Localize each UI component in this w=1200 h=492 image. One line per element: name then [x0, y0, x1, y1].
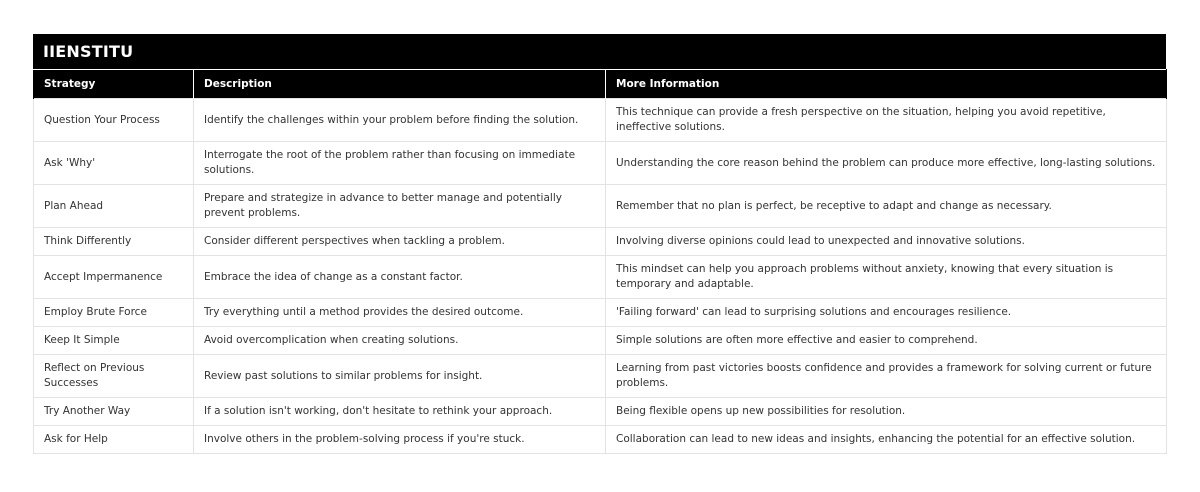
cell-description: Try everything until a method provides the desired outcome. — [194, 299, 606, 327]
table-row — [34, 299, 1167, 327]
cell-more-information: Involving diverse opinions could lead to unexpected and innovative solutions. — [606, 228, 1167, 256]
cell-strategy: Keep It Simple — [34, 327, 194, 355]
strategy-table — [33, 69, 1167, 454]
cell-strategy: Ask for Help — [34, 426, 194, 454]
cell-description: Avoid overcomplication when creating solutions. — [194, 327, 606, 355]
table-row — [34, 327, 1167, 355]
cell-more-information: Understanding the core reason behind the problem can produce more effective, long-lasting solutions. — [606, 142, 1167, 185]
cell-description: Involve others in the problem-solving process if you're stuck. — [194, 426, 606, 454]
cell-more-information: Collaboration can lead to new ideas and insights, enhancing the potential for an effective solution. — [606, 426, 1167, 454]
cell-more-information: Learning from past victories boosts confidence and provides a framework for solving current or future problems. — [606, 355, 1167, 398]
column-header-description: Description — [194, 70, 606, 99]
cell-more-information: This mindset can help you approach problems without anxiety, knowing that every situation is temporary and adaptable. — [606, 256, 1167, 299]
header-row — [34, 70, 1167, 99]
table-row — [34, 355, 1167, 398]
cell-more-information: This technique can provide a fresh perspective on the situation, helping you avoid repetitive, ineffective solutions. — [606, 99, 1167, 142]
cell-strategy: Think Differently — [34, 228, 194, 256]
cell-strategy: Ask 'Why' — [34, 142, 194, 185]
cell-more-information: Being flexible opens up new possibilities for resolution. — [606, 398, 1167, 426]
cell-description: Interrogate the root of the problem rather than focusing on immediate solutions. — [194, 142, 606, 185]
table-row — [34, 228, 1167, 256]
cell-strategy: Accept Impermanence — [34, 256, 194, 299]
cell-strategy: Employ Brute Force — [34, 299, 194, 327]
cell-description: Embrace the idea of change as a constant factor. — [194, 256, 606, 299]
cell-description: If a solution isn't working, don't hesitate to rethink your approach. — [194, 398, 606, 426]
column-header-more-information: More Information — [606, 70, 1167, 99]
cell-strategy: Plan Ahead — [34, 185, 194, 228]
brand-header-bar — [33, 34, 1166, 69]
cell-strategy: Try Another Way — [34, 398, 194, 426]
cell-description: Review past solutions to similar problems for insight. — [194, 355, 606, 398]
table-row — [34, 142, 1167, 185]
brand-title: IIENSTITU — [43, 42, 134, 61]
cell-more-information: Remember that no plan is perfect, be receptive to adapt and change as necessary. — [606, 185, 1167, 228]
column-header-strategy: Strategy — [34, 70, 194, 99]
cell-more-information: Simple solutions are often more effective and easier to comprehend. — [606, 327, 1167, 355]
cell-strategy: Reflect on Previous Successes — [34, 355, 194, 398]
strategy-table-container — [33, 34, 1166, 454]
table-row — [34, 426, 1167, 454]
cell-strategy: Question Your Process — [34, 99, 194, 142]
cell-description: Consider different perspectives when tackling a problem. — [194, 228, 606, 256]
table-row — [34, 256, 1167, 299]
cell-description: Identify the challenges within your problem before finding the solution. — [194, 99, 606, 142]
table-header — [34, 70, 1167, 99]
table-row — [34, 398, 1167, 426]
cell-description: Prepare and strategize in advance to better manage and potentially prevent problems. — [194, 185, 606, 228]
table-body — [34, 99, 1167, 454]
table-row — [34, 99, 1167, 142]
cell-more-information: 'Failing forward' can lead to surprising solutions and encourages resilience. — [606, 299, 1167, 327]
table-row — [34, 185, 1167, 228]
